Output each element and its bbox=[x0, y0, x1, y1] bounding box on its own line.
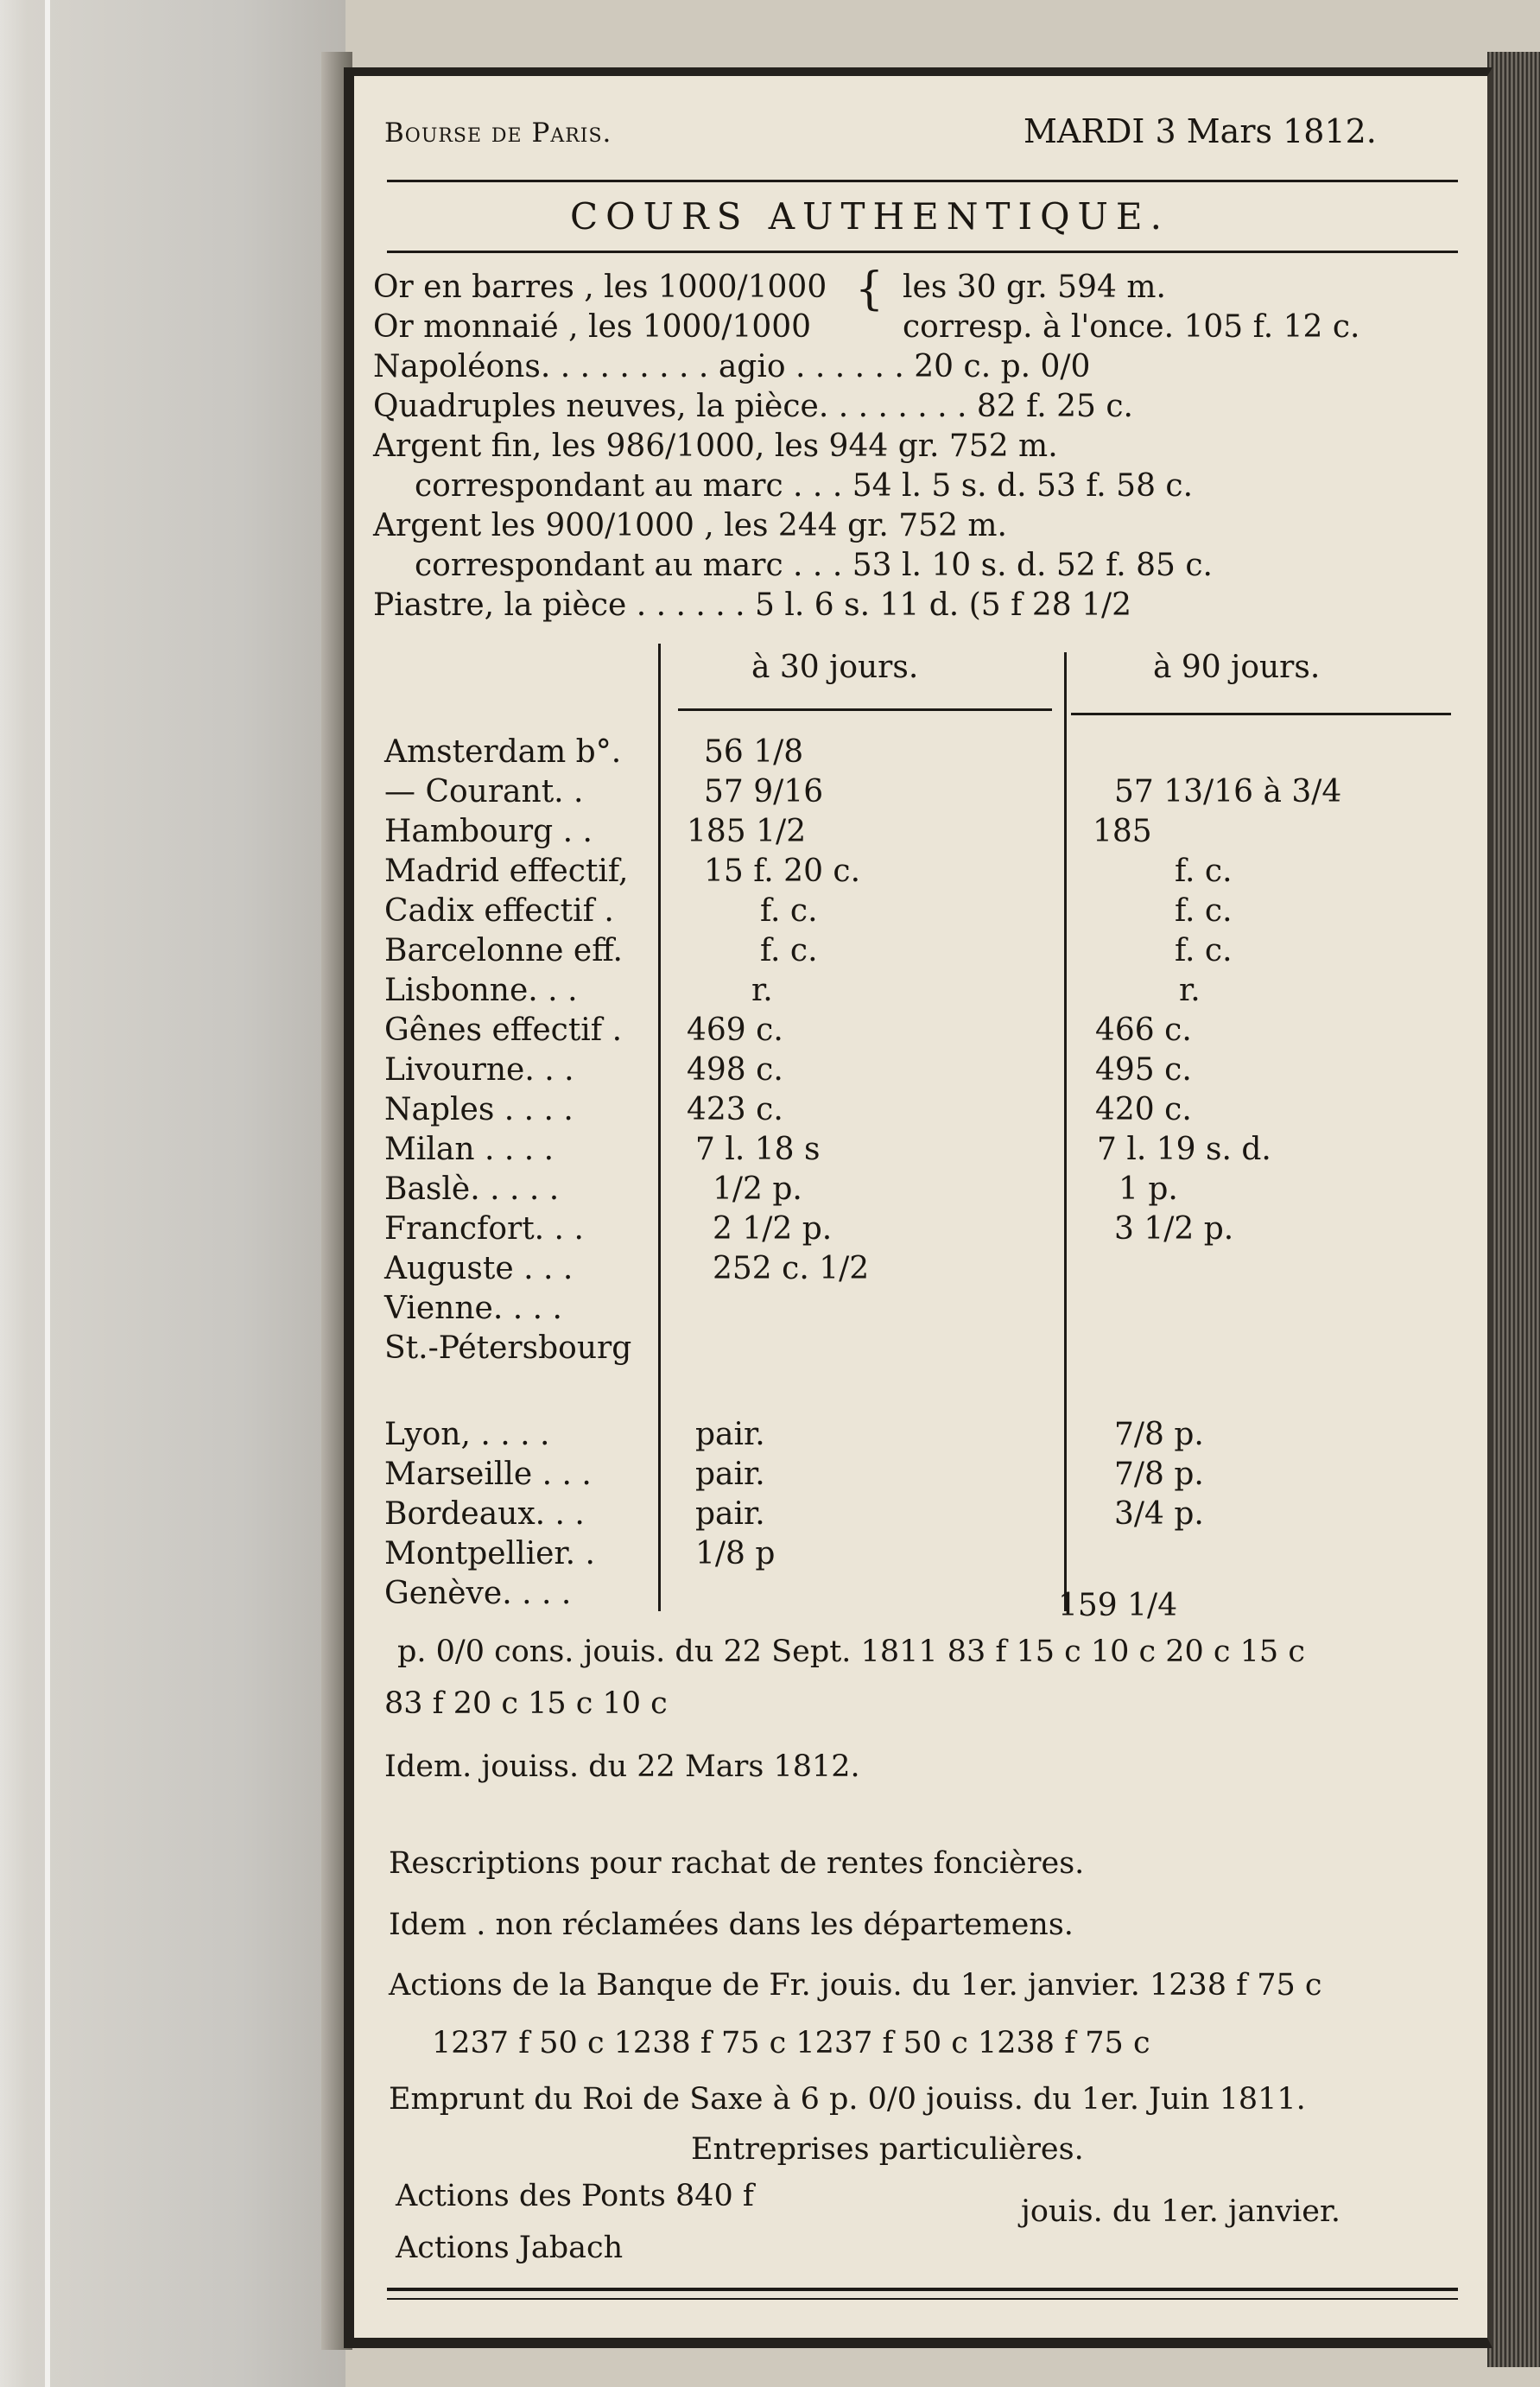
exchange-place: Gênes effectif . bbox=[384, 1013, 623, 1048]
exchange-90: 466 c. bbox=[1095, 1013, 1192, 1048]
metal-line-8: correspondant au marc . . . 53 l. 10 s. d. 52 f. 85 c. bbox=[415, 548, 1213, 583]
rule-col90 bbox=[1071, 713, 1451, 715]
exchange-30: 56 1/8 bbox=[704, 734, 804, 770]
exchange-90: r. bbox=[1179, 973, 1201, 1008]
col-header-90: à 90 jours. bbox=[1153, 650, 1321, 685]
exchange-30: f. c. bbox=[760, 893, 818, 929]
domestic-90: 7/8 p. bbox=[1114, 1417, 1204, 1452]
domestic-90: 7/8 p. bbox=[1114, 1457, 1204, 1492]
domestic-30: pair. bbox=[695, 1457, 765, 1492]
rule-bottom bbox=[387, 2288, 1458, 2291]
valeurs-line-1: Rescriptions pour rachat de rentes foncières. bbox=[389, 1846, 1085, 1881]
actions-ponts-note: jouis. du 1er. janvier. bbox=[1021, 2194, 1341, 2229]
exchange-place: Madrid effectif, bbox=[384, 854, 629, 889]
table-divider-right bbox=[1064, 652, 1067, 1611]
metal-brace: { bbox=[855, 263, 884, 315]
exchange-30: 423 c. bbox=[687, 1092, 783, 1127]
domestic-90: 3/4 p. bbox=[1114, 1496, 1204, 1532]
domestic-place: Marseille . . . bbox=[384, 1457, 592, 1492]
exchange-place: Auguste . . . bbox=[384, 1251, 574, 1286]
exchange-place: Francfort. . . bbox=[384, 1211, 584, 1247]
actions-ponts: Actions des Ponts 840 f bbox=[396, 2179, 754, 2213]
table-divider-left bbox=[658, 644, 661, 1611]
exchange-place: Amsterdam b°. bbox=[384, 734, 622, 770]
exchange-place: Milan . . . . bbox=[384, 1132, 555, 1167]
exchange-30: 1/2 p. bbox=[713, 1171, 802, 1207]
rule-top bbox=[387, 180, 1458, 182]
domestic-30: pair. bbox=[695, 1417, 765, 1452]
metal-line-2-right: corresp. à l'once. 105 f. 12 c. bbox=[903, 309, 1360, 345]
valeurs-line-5: Emprunt du Roi de Saxe à 6 p. 0/0 jouiss. du 1er. Juin 1811. bbox=[389, 2082, 1306, 2117]
domestic-place: Genève. . . . bbox=[384, 1576, 572, 1611]
exchange-90: 7 l. 19 s. d. bbox=[1097, 1132, 1271, 1167]
exchange-30: f. c. bbox=[760, 933, 818, 968]
rule-title bbox=[387, 251, 1458, 253]
actions-jabach: Actions Jabach bbox=[396, 2231, 624, 2265]
rentes-line-2: 83 f 20 c 15 c 10 c bbox=[384, 1686, 668, 1721]
exchange-30: 252 c. 1/2 bbox=[713, 1251, 870, 1286]
domestic-place: Montpellier. . bbox=[384, 1536, 595, 1571]
rule-col30 bbox=[678, 708, 1052, 711]
exchange-place: Baslè. . . . . bbox=[384, 1171, 560, 1207]
exchange-place: St.-Pétersbourg bbox=[384, 1330, 632, 1366]
exchange-place: Cadix effectif . bbox=[384, 893, 614, 929]
metal-line-1-left: Or en barres , les 1000/1000 bbox=[373, 270, 827, 305]
exchange-30: 57 9/16 bbox=[704, 774, 824, 809]
page-title: COURS AUTHENTIQUE. bbox=[570, 195, 1169, 238]
valeurs-line-4: 1237 f 50 c 1238 f 75 c 1237 f 50 c 1238 f 75 c bbox=[432, 2026, 1150, 2060]
domestic-place: Lyon, . . . . bbox=[384, 1417, 550, 1452]
exchange-place: Naples . . . . bbox=[384, 1092, 574, 1127]
exchange-place: Vienne. . . . bbox=[384, 1291, 562, 1326]
exchange-place: Lisbonne. . . bbox=[384, 973, 578, 1008]
exchange-30: 7 l. 18 s bbox=[695, 1132, 821, 1167]
exchange-90: 495 c. bbox=[1095, 1052, 1192, 1088]
header-left: Bourse de Paris. bbox=[384, 117, 612, 149]
exchange-30: 15 f. 20 c. bbox=[704, 854, 861, 889]
exchange-90: f. c. bbox=[1175, 893, 1233, 929]
exchange-place: Livourne. . . bbox=[384, 1052, 574, 1088]
exchange-90: 57 13/16 à 3/4 bbox=[1114, 774, 1342, 809]
exchange-30: r. bbox=[751, 973, 773, 1008]
entreprises-heading: Entreprises particulières. bbox=[691, 2132, 1084, 2167]
valeurs-line-3: Actions de la Banque de Fr. jouis. du 1er. janvier. 1238 f 75 c bbox=[389, 1968, 1322, 2003]
metal-line-6: correspondant au marc . . . 54 l. 5 s. d. 53 f. 58 c. bbox=[415, 468, 1194, 504]
exchange-90: 3 1/2 p. bbox=[1114, 1211, 1234, 1247]
exchange-90: f. c. bbox=[1175, 933, 1233, 968]
domestic-30: pair. bbox=[695, 1496, 765, 1532]
exchange-90: 420 c. bbox=[1095, 1092, 1192, 1127]
left-page-highlight bbox=[45, 0, 50, 2387]
exchange-30: 469 c. bbox=[687, 1013, 783, 1048]
metal-line-2-left: Or monnaié , les 1000/1000 bbox=[373, 309, 812, 345]
domestic-place: Bordeaux. . . bbox=[384, 1496, 585, 1532]
header-date: MARDI 3 Mars 1812. bbox=[1023, 112, 1377, 150]
rule-bottom-thin bbox=[387, 2298, 1458, 2300]
rentes-line-3: Idem. jouiss. du 22 Mars 1812. bbox=[384, 1749, 860, 1784]
exchange-30: 185 1/2 bbox=[687, 814, 807, 849]
page-edges bbox=[1487, 52, 1540, 2367]
exchange-90: f. c. bbox=[1175, 854, 1233, 889]
metal-line-4: Quadruples neuves, la pièce. . . . . . . . 82 f. 25 c. bbox=[373, 389, 1133, 424]
metal-line-1-right: les 30 gr. 594 m. bbox=[903, 270, 1166, 305]
rentes-line-1: p. 0/0 cons. jouis. du 22 Sept. 1811 83 f 15 c 10 c 20 c 15 c bbox=[397, 1635, 1305, 1669]
exchange-90: 1 p. bbox=[1119, 1171, 1178, 1207]
domestic-90: 159 1/4 bbox=[1058, 1588, 1178, 1623]
valeurs-line-2: Idem . non réclamées dans les départemens. bbox=[389, 1908, 1074, 1942]
domestic-30: 1/8 p bbox=[695, 1536, 776, 1571]
exchange-30: 498 c. bbox=[687, 1052, 783, 1088]
metal-line-7: Argent les 900/1000 , les 244 gr. 752 m. bbox=[373, 508, 1007, 543]
left-page-edge bbox=[0, 0, 345, 2387]
exchange-90: 185 bbox=[1093, 814, 1152, 849]
metal-line-3: Napoléons. . . . . . . . . agio . . . . . . 20 c. p. 0/0 bbox=[373, 349, 1091, 384]
metal-line-9: Piastre, la pièce . . . . . . 5 l. 6 s. 11 d. (5 f 28 1/2 bbox=[373, 587, 1132, 623]
exchange-place: Hambourg . . bbox=[384, 814, 593, 849]
exchange-place: Barcelonne eff. bbox=[384, 933, 623, 968]
exchange-place: — Courant. . bbox=[384, 774, 584, 809]
col-header-30: à 30 jours. bbox=[751, 650, 919, 685]
exchange-30: 2 1/2 p. bbox=[713, 1211, 833, 1247]
metal-line-5: Argent fin, les 986/1000, les 944 gr. 752 m. bbox=[373, 429, 1058, 464]
